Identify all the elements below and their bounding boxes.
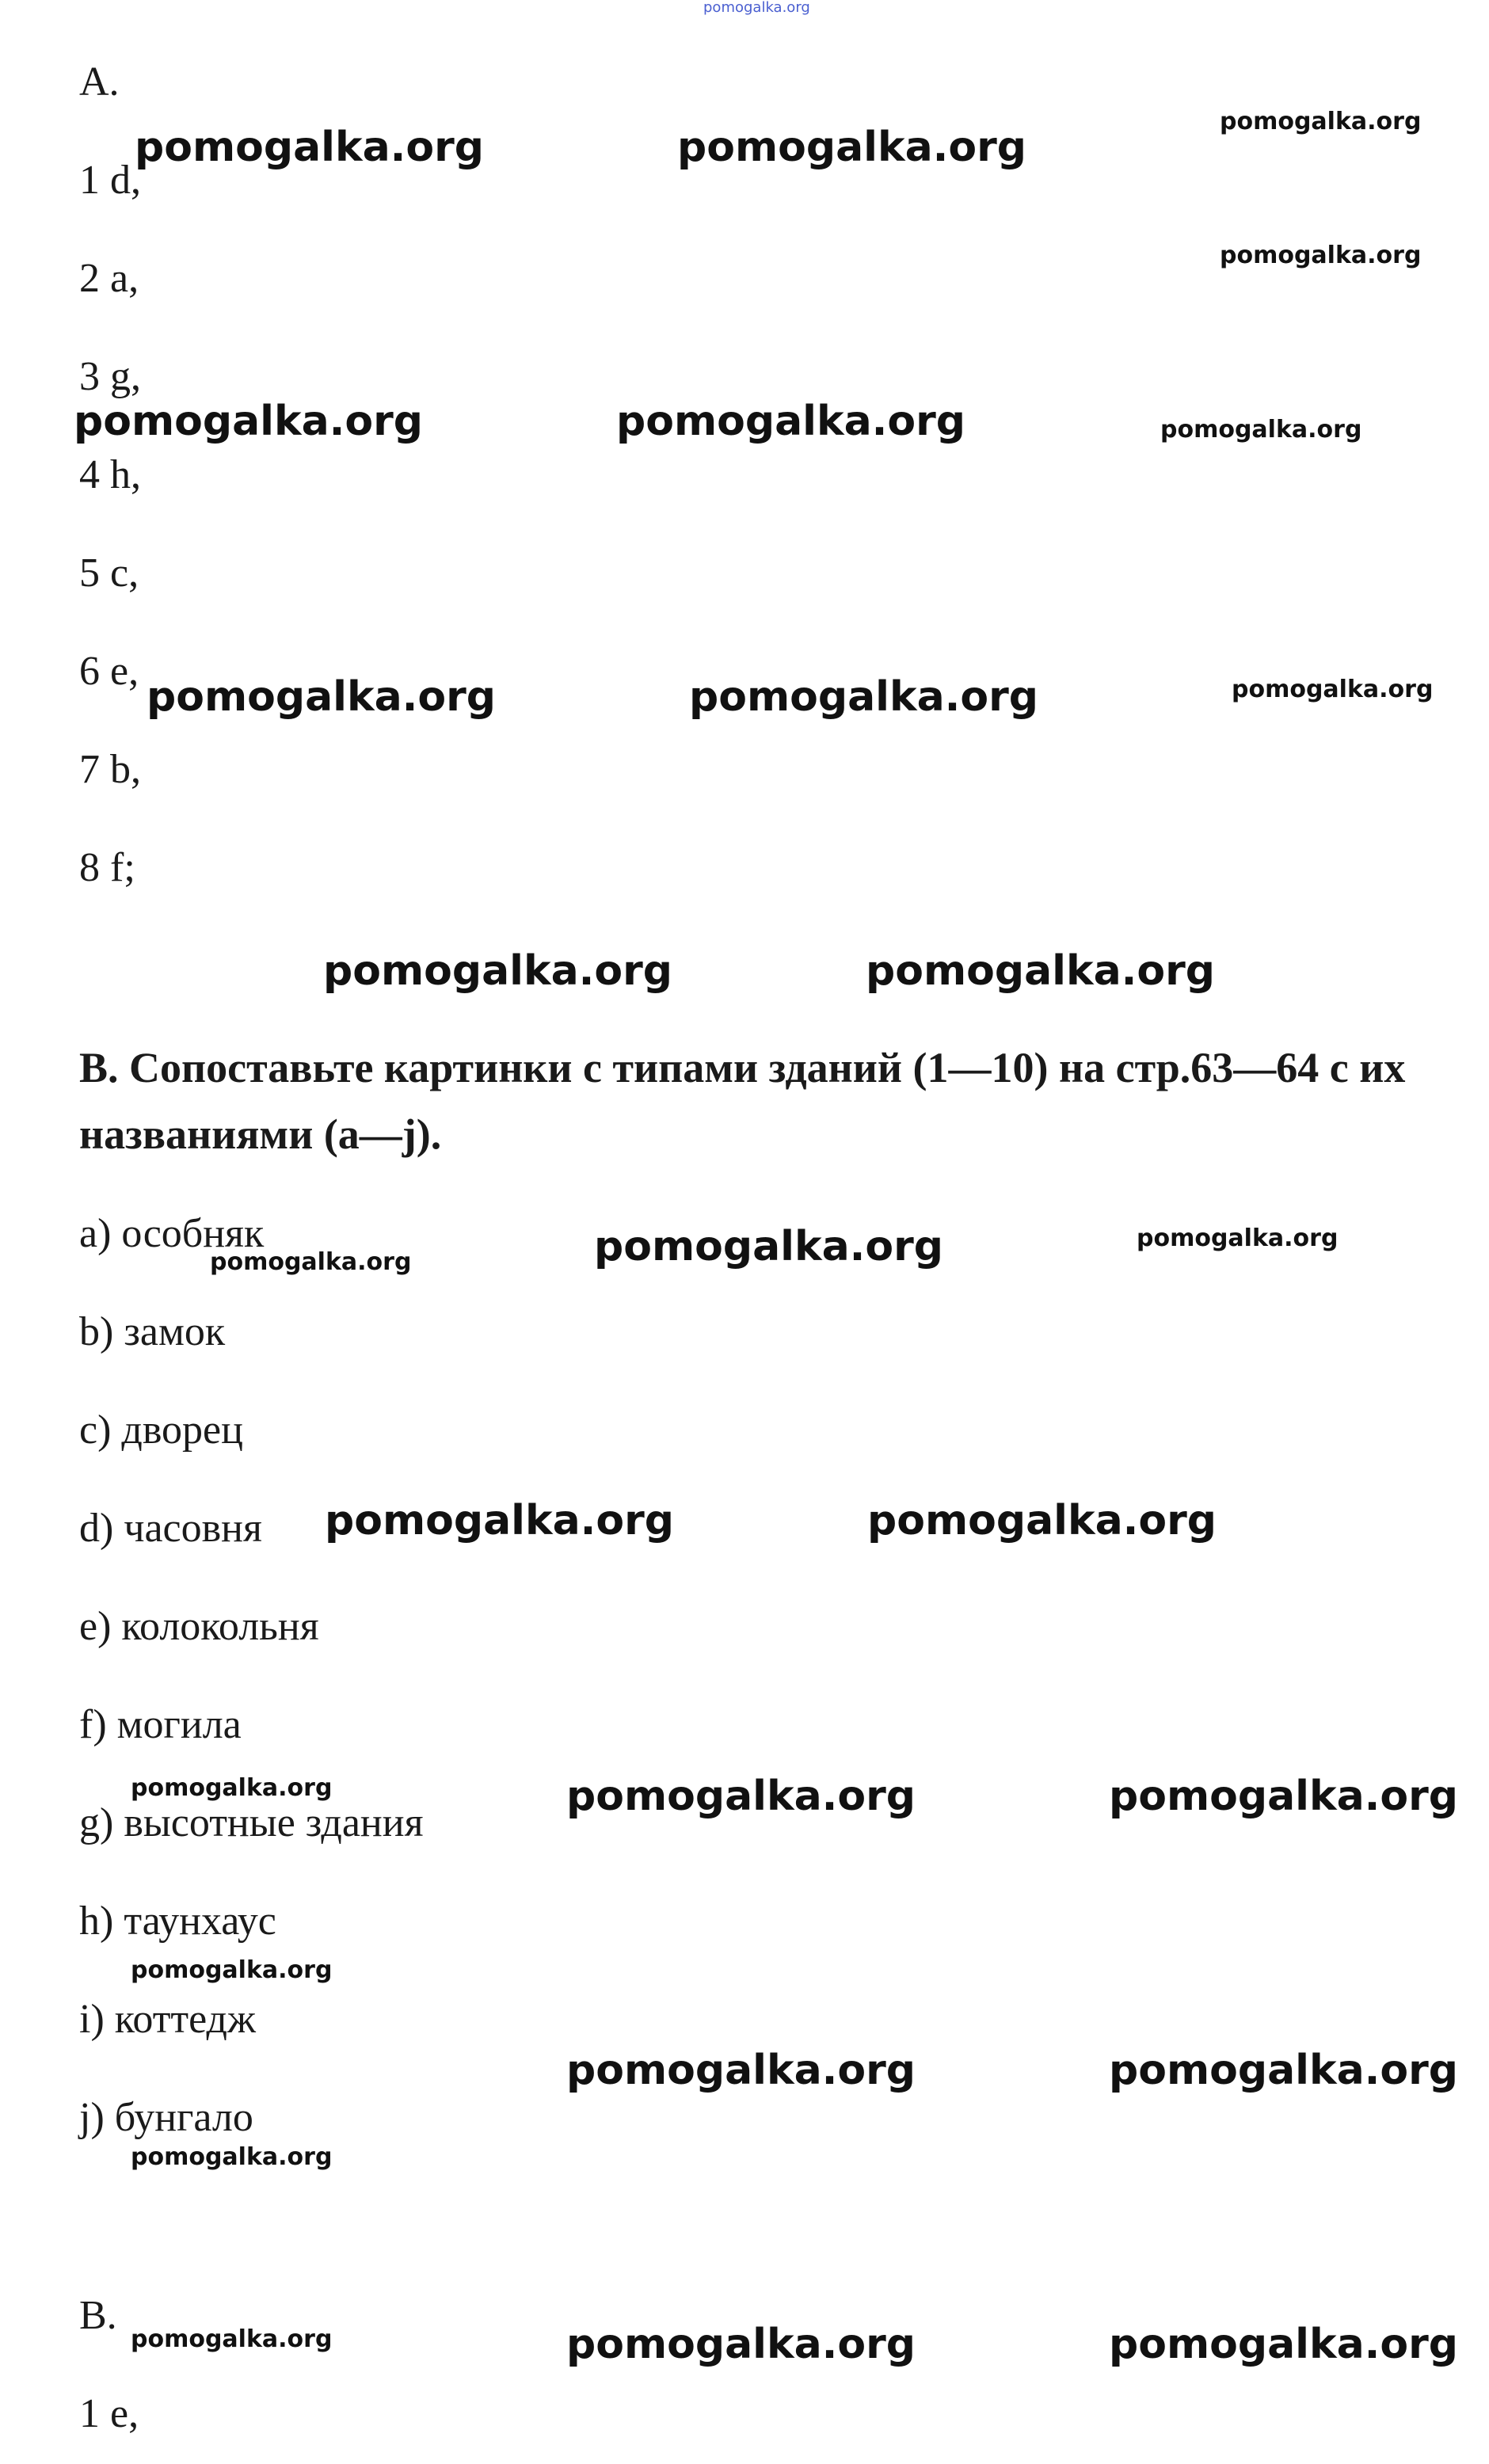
- watermark: pomogalka.org: [594, 1223, 944, 1270]
- section-b-heading: B. Сопоставьте картинки с типами зданий (1—10) на стр.63—64 с их названиями (a—j).: [79, 1044, 1406, 1158]
- watermark: pomogalka.org: [1109, 1773, 1459, 1820]
- watermark: pomogalka.org: [1109, 2047, 1459, 2094]
- answer-item: 6 e,: [79, 649, 139, 694]
- option-item: b) замок: [79, 1309, 226, 1354]
- watermark: pomogalka.org: [566, 2047, 916, 2094]
- section-a-label: A.: [79, 59, 120, 105]
- watermark: pomogalka.org: [131, 1956, 333, 1984]
- watermark: pomogalka.org: [689, 673, 1039, 721]
- answer-item: 1 d,: [79, 158, 141, 203]
- watermark: pomogalka.org: [131, 2325, 333, 2353]
- option-item: f) могила: [79, 1702, 242, 1747]
- option-item: a) особняк: [79, 1211, 265, 1256]
- answer-item: 5 c,: [79, 550, 139, 596]
- watermark: pomogalka.org: [1109, 2321, 1459, 2368]
- option-item: h) таунхаус: [79, 1898, 276, 1944]
- watermark: pomogalka.org: [210, 1248, 412, 1276]
- option-item: d) часовня: [79, 1506, 262, 1551]
- watermark: pomogalka.org: [616, 398, 966, 445]
- option-item: j) бунгало: [79, 2095, 253, 2140]
- watermark: pomogalka.org: [866, 947, 1216, 995]
- answer-item: 7 b,: [79, 747, 141, 792]
- watermark: pomogalka.org: [131, 1774, 333, 1802]
- watermark: pomogalka.org: [1220, 108, 1422, 135]
- option-item: i) коттедж: [79, 1997, 256, 2042]
- answer-item: 8 f;: [79, 845, 135, 890]
- watermark: pomogalka.org: [74, 398, 424, 445]
- watermark: pomogalka.org: [566, 1773, 916, 1820]
- watermark: pomogalka.org: [131, 2143, 333, 2171]
- section-b-answer-label: B.: [79, 2293, 117, 2338]
- option-item: c) дворец: [79, 1407, 243, 1453]
- top-watermark: pomogalka.org: [703, 0, 810, 16]
- answer-item: 4 h,: [79, 452, 141, 497]
- answer-item: 1 e,: [79, 2391, 139, 2436]
- watermark: pomogalka.org: [566, 2321, 916, 2368]
- watermark: pomogalka.org: [1160, 416, 1362, 444]
- answer-item: 2 a,: [79, 256, 139, 301]
- watermark: pomogalka.org: [135, 124, 485, 171]
- watermark: pomogalka.org: [1220, 242, 1422, 269]
- answer-item: 3 g,: [79, 354, 141, 399]
- watermark: pomogalka.org: [325, 1497, 675, 1544]
- watermark: pomogalka.org: [1137, 1224, 1339, 1252]
- watermark: pomogalka.org: [867, 1497, 1217, 1544]
- watermark: pomogalka.org: [147, 673, 497, 721]
- watermark: pomogalka.org: [323, 947, 673, 995]
- option-item: e) колокольня: [79, 1604, 319, 1649]
- option-item: g) высотные здания: [79, 1800, 424, 1845]
- watermark: pomogalka.org: [677, 124, 1027, 171]
- watermark: pomogalka.org: [1232, 676, 1434, 703]
